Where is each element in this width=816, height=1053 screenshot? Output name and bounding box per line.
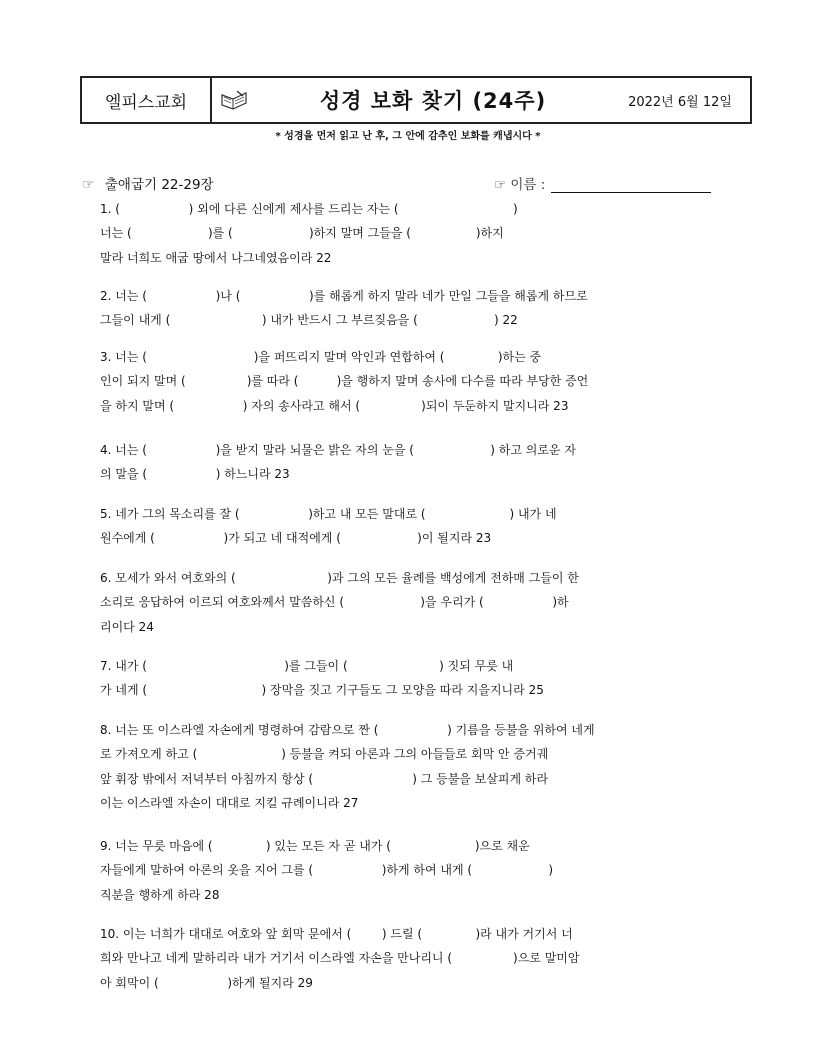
question-line: 앞 휘장 밖에서 저녁부터 아침까지 항상 ( ) 그 등불을 보살피게 하라 — [100, 771, 549, 786]
question-line: 3. 너는 ( )을 퍼뜨리지 말며 악인과 연합하여 ( )하는 중 — [100, 350, 542, 364]
pointing-hand-icon: ☞ — [82, 177, 95, 193]
question-line: 말라 너희도 애굽 땅에서 나그네였음이라 22 — [100, 250, 332, 265]
question-line: 4. 너는 ( )을 받지 말라 뇌물은 밝은 자의 눈을 ( ) 하고 의로운 자 — [100, 443, 576, 457]
question-line: 가 네게 ( ) 장막을 짓고 기구들도 그 모양을 따라 지을지니라 25 — [100, 683, 544, 698]
question-item — [100, 502, 724, 551]
question-item — [100, 654, 724, 703]
question-line: 아 회막이 ( )하게 될지라 29 — [100, 975, 313, 990]
instruction-subtitle: * 성경을 먼저 읽고 난 후, 그 안에 감추인 보화를 캐냅시다 * — [275, 131, 541, 142]
question-line: 9. 너는 무릇 마음에 ( ) 있는 모든 자 곧 내가 ( )으로 채운 — [100, 839, 530, 853]
question-line: 8. 너는 또 이스라엘 자손에게 명령하여 감람으로 짠 ( ) 기름을 등불을 위하여 네게 — [100, 723, 595, 737]
question-line: 2. 너는 ( )나 ( )를 해롭게 하지 말라 네가 만일 그들을 해롭게 하므로 — [100, 289, 588, 303]
question-line: 소리로 응답하여 이르되 여호와께서 말씀하신 ( )을 우리가 ( )하 — [100, 595, 569, 610]
question-line: 1. ( ) 외에 다른 신에게 제사를 드리는 자는 ( ) — [100, 202, 518, 216]
question-item — [100, 718, 724, 816]
question-line: 5. 네가 그의 목소리를 잘 ( )하고 내 모든 말대로 ( ) 내가 네 — [100, 507, 557, 521]
open-book-icon — [212, 78, 256, 122]
question-item — [100, 345, 724, 418]
name-field — [494, 173, 711, 193]
section-heading — [82, 173, 214, 193]
question-line: 인이 되지 말며 ( )를 따라 ( )을 행하지 말며 송사에 다수를 따라 부당한 증언 — [100, 374, 589, 389]
question-line: 의 말을 ( ) 하느니라 23 — [100, 467, 290, 482]
page-title: 성경 보화 찾기 (24주) — [319, 89, 547, 113]
question-line: 리이다 24 — [100, 619, 154, 634]
question-line: 직분을 행하게 하라 28 — [100, 887, 220, 902]
question-line: 원수에게 ( )가 되고 네 대적에게 ( )이 될지라 23 — [100, 531, 492, 546]
question-line: 로 가져오게 하고 ( ) 등불을 켜되 아론과 그의 아들들로 회막 안 증거궤 — [100, 747, 549, 762]
question-line: 그들이 내게 ( ) 내가 반드시 그 부르짖음을 ( ) 22 — [100, 313, 518, 328]
question-line: 6. 모세가 와서 여호와의 ( )과 그의 모든 율례를 백성에게 전하매 그들이 한 — [100, 571, 579, 585]
question-item — [100, 197, 724, 270]
worksheet-date: 2022년 6월 12일 — [628, 94, 732, 110]
question-line: 희와 만나고 네게 말하리라 내가 거기서 이스라엘 자손을 만나리니 ( )으로 말미암 — [100, 951, 580, 966]
question-item — [100, 566, 724, 639]
name-label: ☞ 이름 : — [494, 177, 546, 193]
question-line: 너는 ( )를 ( )하지 말며 그들을 ( )하지 — [100, 226, 504, 241]
question-item — [100, 438, 724, 487]
question-line: 자들에게 말하여 아론의 옷을 지어 그를 ( )하게 하여 내게 ( ) — [100, 863, 554, 878]
church-name: 엘피스교회 — [82, 78, 212, 122]
question-line: 7. 내가 ( )를 그들이 ( ) 짓되 무릇 내 — [100, 659, 514, 673]
section-label: 출애굽기 22-29장 — [104, 177, 214, 193]
question-line: 이는 이스라엘 자손이 대대로 지킬 규례이니라 27 — [100, 796, 359, 811]
question-line: 을 하지 말며 ( ) 자의 송사라고 해서 ( )되이 두둔하지 말지니라 23 — [100, 398, 569, 413]
worksheet-header — [80, 76, 752, 124]
question-line: 10. 이는 너희가 대대로 여호와 앞 회막 문에서 ( ) 드릴 ( )라 내가 거기서 너 — [100, 927, 573, 941]
question-item — [100, 284, 724, 333]
name-blank-line[interactable] — [551, 176, 711, 193]
question-item — [100, 922, 724, 995]
question-item — [100, 834, 724, 907]
